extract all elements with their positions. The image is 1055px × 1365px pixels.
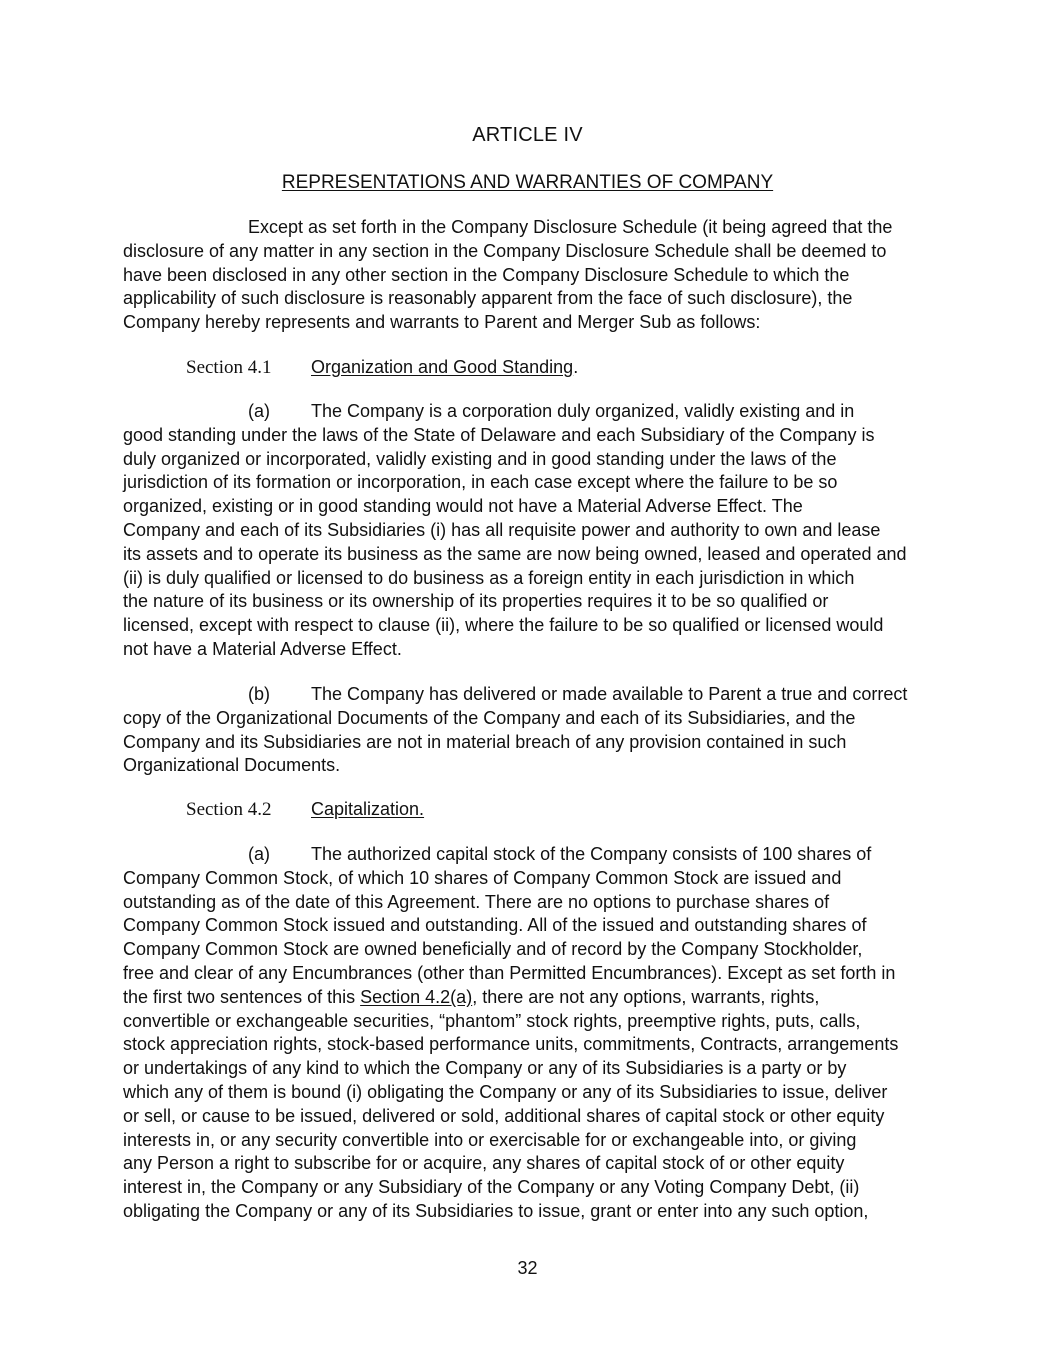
text-line: the first two sentences of this Section 4.2(a), there are not any options, warrants, rights, <box>123 986 820 1007</box>
text-line: disclosure of any matter in any section in the Company Disclosure Schedule shall be deemed to <box>123 240 887 261</box>
text-line: organized, existing or in good standing would not have a Material Adverse Effect. The <box>123 496 803 517</box>
text-line: Company and each of its Subsidiaries (i) has all requisite power and authority to own and lease <box>123 519 881 540</box>
text-line: jurisdiction of its formation or incorporation, in each case except where the failure to be so <box>123 472 838 493</box>
text-line: free and clear of any Encumbrances (other than Permitted Encumbrances). Except as set forth in <box>123 962 896 983</box>
section-title: Capitalization. <box>311 799 425 819</box>
text-line: the nature of its business or its ownership of its properties requires it to be so qualified or <box>123 591 829 612</box>
text-line: interests in, or any security convertible into or exercisable for or exchangeable into, or giving <box>123 1129 857 1150</box>
text-line: good standing under the laws of the State of Delaware and each Subsidiary of the Company is <box>123 424 875 445</box>
text-line: Company Common Stock issued and outstanding. All of the issued and outstanding shares of <box>123 915 867 936</box>
section-4-1-para-a <box>123 400 933 662</box>
section-4-2a-reference: Section 4.2(a) <box>360 986 473 1007</box>
section-4-2-heading <box>186 799 424 821</box>
text-line: obligating the Company or any of its Subsidiaries to issue, grant or enter into any such option, <box>123 1200 869 1221</box>
text-line: outstanding as of the date of this Agreement. There are no options to purchase shares of <box>123 891 830 912</box>
clause-label: (a) <box>248 844 270 864</box>
clause-label: (b) <box>248 684 270 704</box>
text-line: duly organized or incorporated, validly existing and in good standing under the laws of the <box>123 448 837 469</box>
section-number: Section 4.2 <box>186 799 272 820</box>
section-4-1-para-b <box>123 683 933 778</box>
text-line: not have a Material Adverse Effect. <box>123 638 402 659</box>
text-line: copy of the Organizational Documents of the Company and each of its Subsidiaries, and the <box>123 707 856 728</box>
text-line: Company Common Stock are owned beneficially and of record by the Company Stockholder, <box>123 939 863 960</box>
page-number: 32 <box>517 1258 538 1278</box>
text-line: Organizational Documents. <box>123 755 341 776</box>
text-line: Company hereby represents and warrants to Parent and Merger Sub as follows: <box>123 312 761 333</box>
text-line: Company and its Subsidiaries are not in material breach of any provision contained in such <box>123 731 847 752</box>
text-line: which any of them is bound (i) obligating the Company or any of its Subsidiaries to issue, deliver <box>123 1081 888 1102</box>
text-line: (a) The Company is a corporation duly organized, validly existing and in <box>123 400 933 424</box>
clause-label: (a) <box>248 401 270 421</box>
text-line: have been disclosed in any other section in the Company Disclosure Schedule to which the <box>123 264 850 285</box>
article-number: ARTICLE IV <box>472 124 583 146</box>
text-line: its assets and to operate its business as the same are now being owned, leased and operated and <box>123 543 907 564</box>
intro-paragraph <box>123 216 933 335</box>
text-line: (b) The Company has delivered or made available to Parent a true and correct <box>123 683 933 707</box>
text-line: or sell, or cause to be issued, delivered or sold, additional shares of capital stock or other equity <box>123 1105 885 1126</box>
text-line: convertible or exchangeable securities, “phantom” stock rights, preemptive rights, puts, calls, <box>123 1010 861 1031</box>
text-line: Company Common Stock, of which 10 shares of Company Common Stock are issued and <box>123 867 842 888</box>
text-line: interest in, the Company or any Subsidiary of the Company or any Voting Company Debt, (ii) <box>123 1177 860 1198</box>
section-number: Section 4.1 <box>186 357 272 378</box>
section-4-2-para-a <box>123 843 933 1224</box>
text-line: (a) The authorized capital stock of the Company consists of 100 shares of <box>123 843 933 867</box>
section-title: Organization and Good Standing <box>311 357 574 377</box>
text-line: (ii) is duly qualified or licensed to do business as a foreign entity in each jurisdiction in which <box>123 567 855 588</box>
article-title: REPRESENTATIONS AND WARRANTIES OF COMPANY <box>281 172 774 193</box>
text-line: applicability of such disclosure is reasonably apparent from the face of such disclosure), the <box>123 288 853 309</box>
section-4-1-heading: Section 4.1 Organization and Good Standing. <box>186 357 579 378</box>
text-line: licensed, except with respect to clause (ii), where the failure to be so qualified or licensed would <box>123 615 884 636</box>
text-line: stock appreciation rights, stock-based performance units, commitments, Contracts, arrangements <box>123 1034 899 1055</box>
text-line: any Person a right to subscribe for or acquire, any shares of capital stock of or other equity <box>123 1153 845 1174</box>
text-line: or undertakings of any kind to which the Company or any of its Subsidiaries is a party or by <box>123 1058 847 1079</box>
text-line: Except as set forth in the Company Disclosure Schedule (it being agreed that the <box>248 217 893 237</box>
